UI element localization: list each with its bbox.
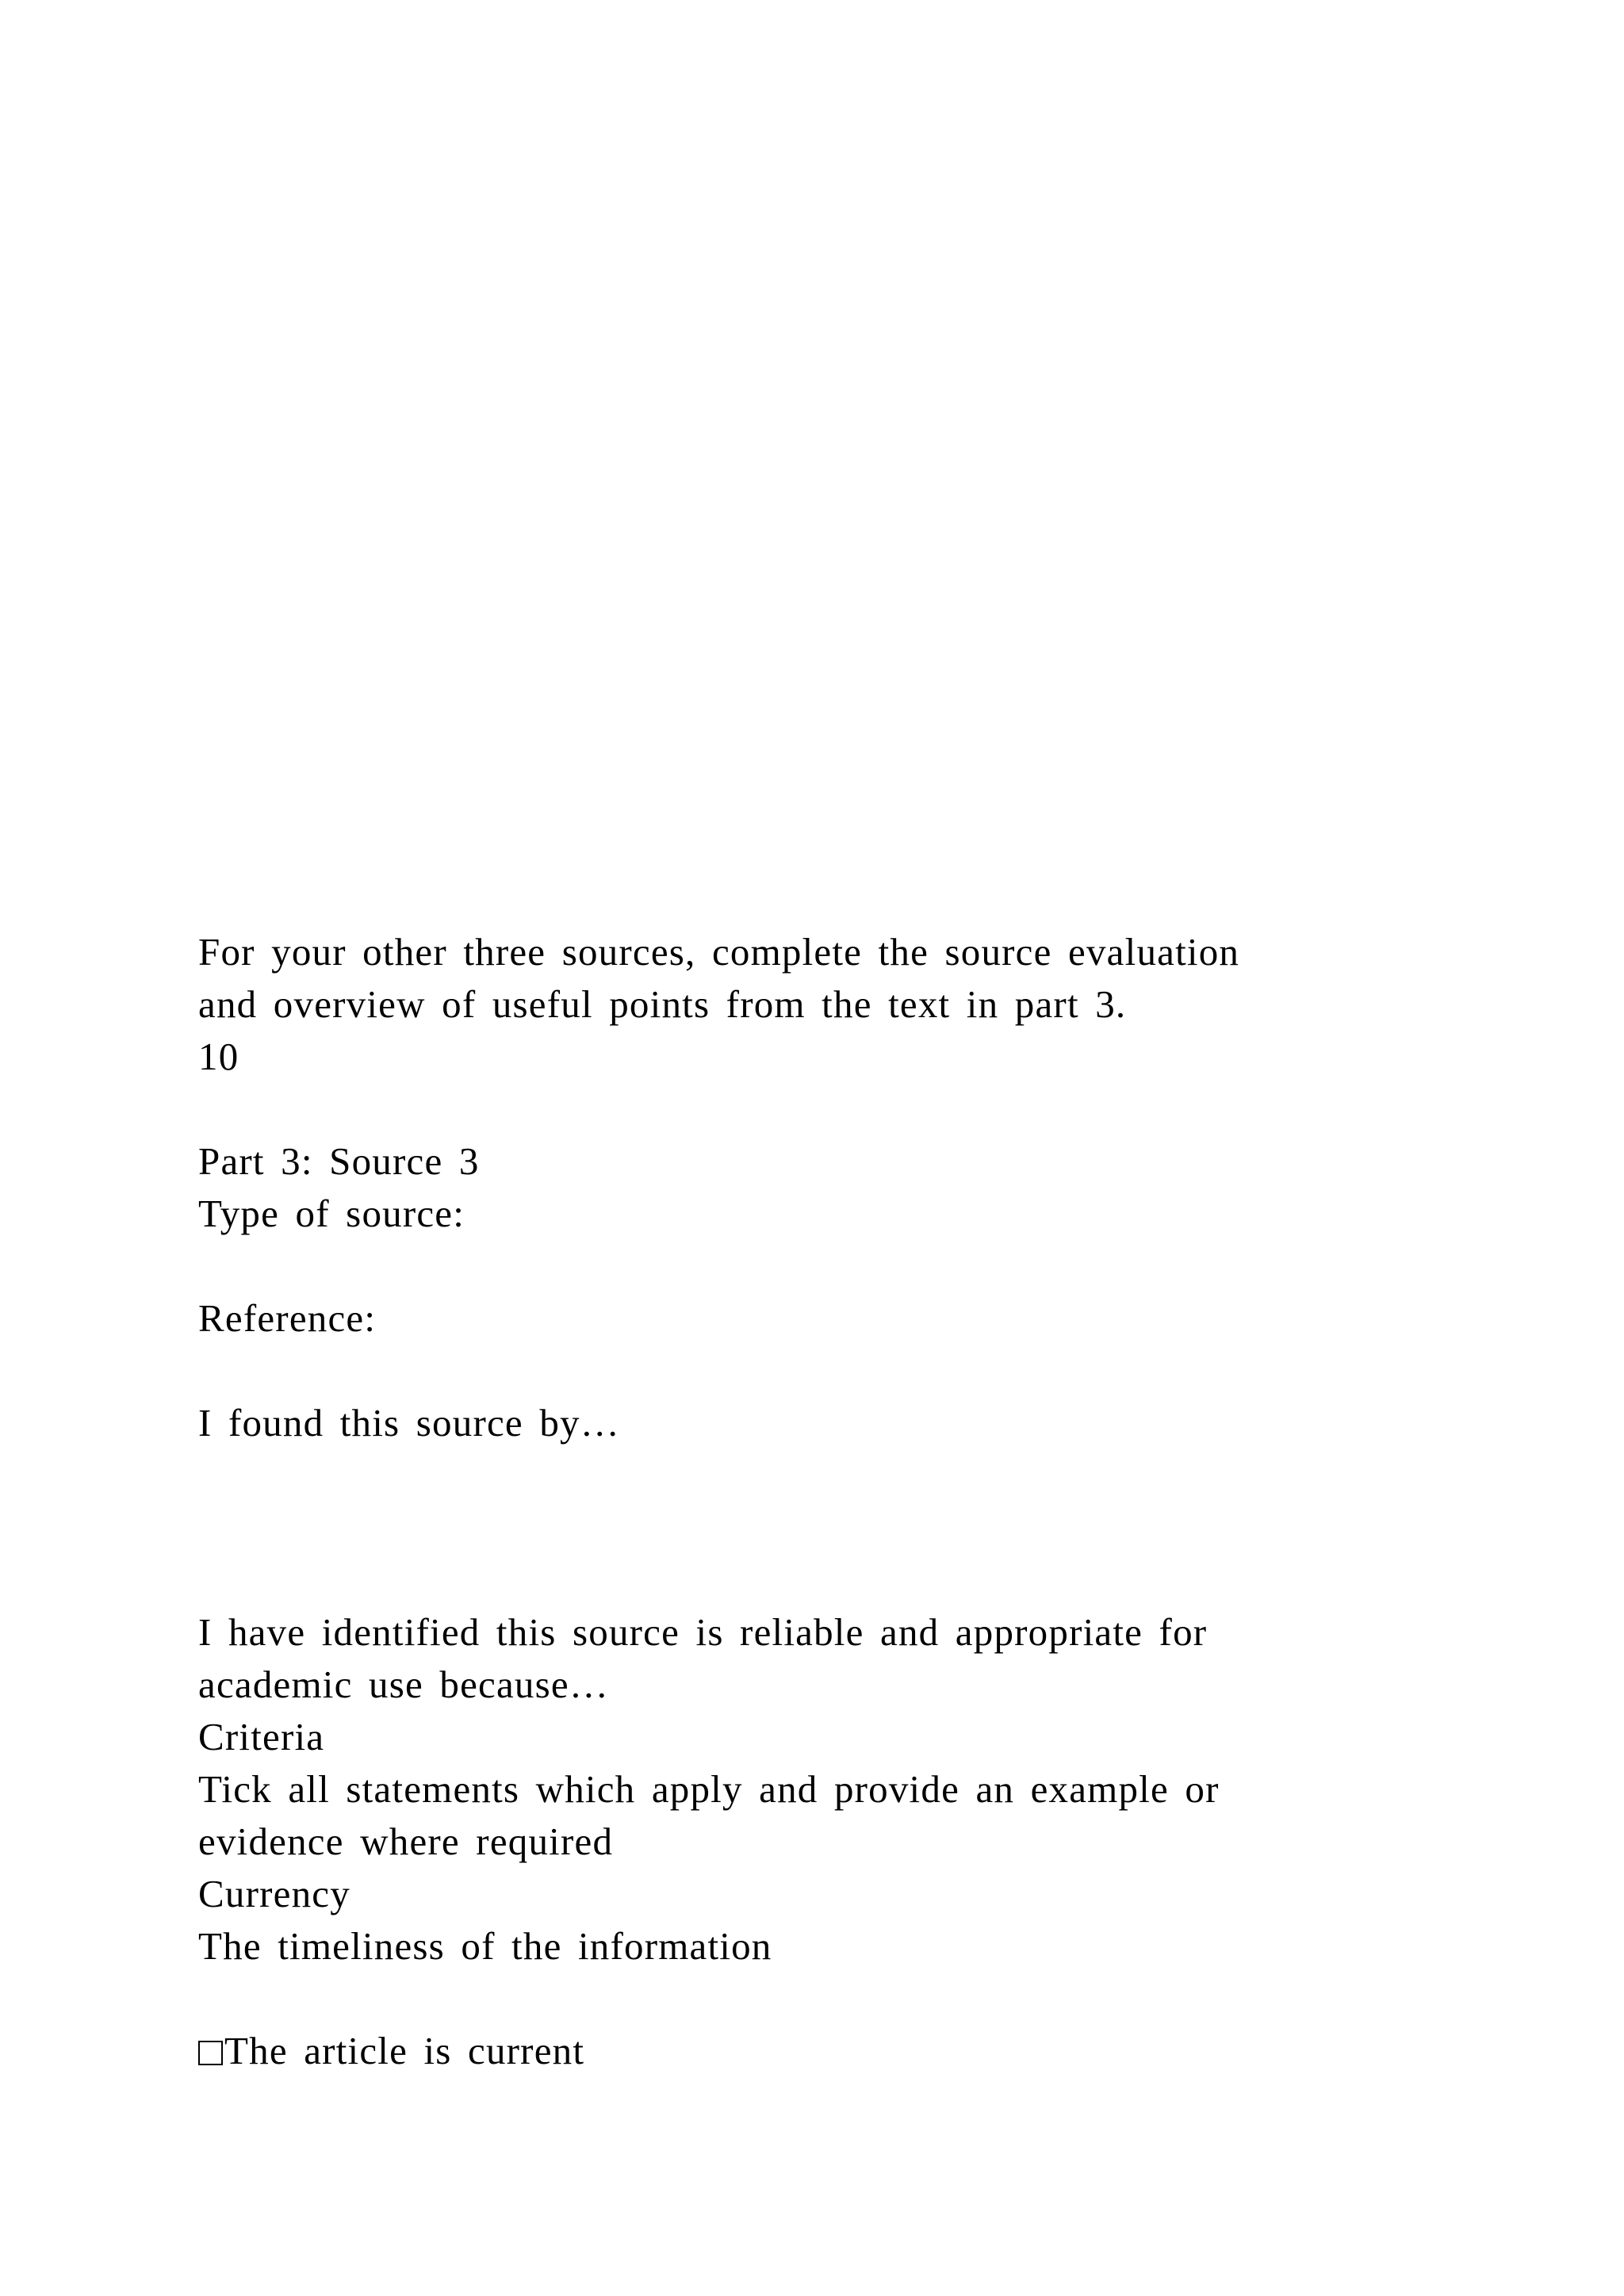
reliable-statement-line-1: I have identified this source is reliable and appropriate for xyxy=(198,1610,1208,1654)
document-body xyxy=(198,926,1546,2077)
checkbox-label: The article is current xyxy=(224,2029,585,2072)
currency-heading: Currency xyxy=(198,1872,350,1915)
checkbox-row-article-current xyxy=(198,2025,1546,2077)
intro-text-line-2: and overview of useful points from the text in part 3. xyxy=(198,982,1127,1026)
reliable-statement-line-2: academic use because… xyxy=(198,1663,610,1706)
found-source-label: I found this source by… xyxy=(198,1401,620,1445)
checkbox-icon[interactable] xyxy=(198,2041,223,2065)
criteria-label: Criteria xyxy=(198,1715,325,1758)
reference-label: Reference: xyxy=(198,1296,377,1340)
spacer xyxy=(198,1083,1546,1135)
instruction-line-2: evidence where required xyxy=(198,1820,614,1863)
intro-text-line-1: For your other three sources, complete the source evaluation xyxy=(198,930,1240,974)
type-of-source-label: Type of source: xyxy=(198,1192,465,1235)
part-heading: Part 3: Source 3 xyxy=(198,1139,480,1183)
spacer xyxy=(198,1449,1546,1606)
instruction-line-1: Tick all statements which apply and provide an example or xyxy=(198,1767,1220,1811)
spacer xyxy=(198,1240,1546,1292)
page-number: 10 xyxy=(198,1035,239,1078)
currency-description: The timeliness of the information xyxy=(198,1924,772,1968)
spacer xyxy=(198,1345,1546,1397)
spacer xyxy=(198,1973,1546,2025)
